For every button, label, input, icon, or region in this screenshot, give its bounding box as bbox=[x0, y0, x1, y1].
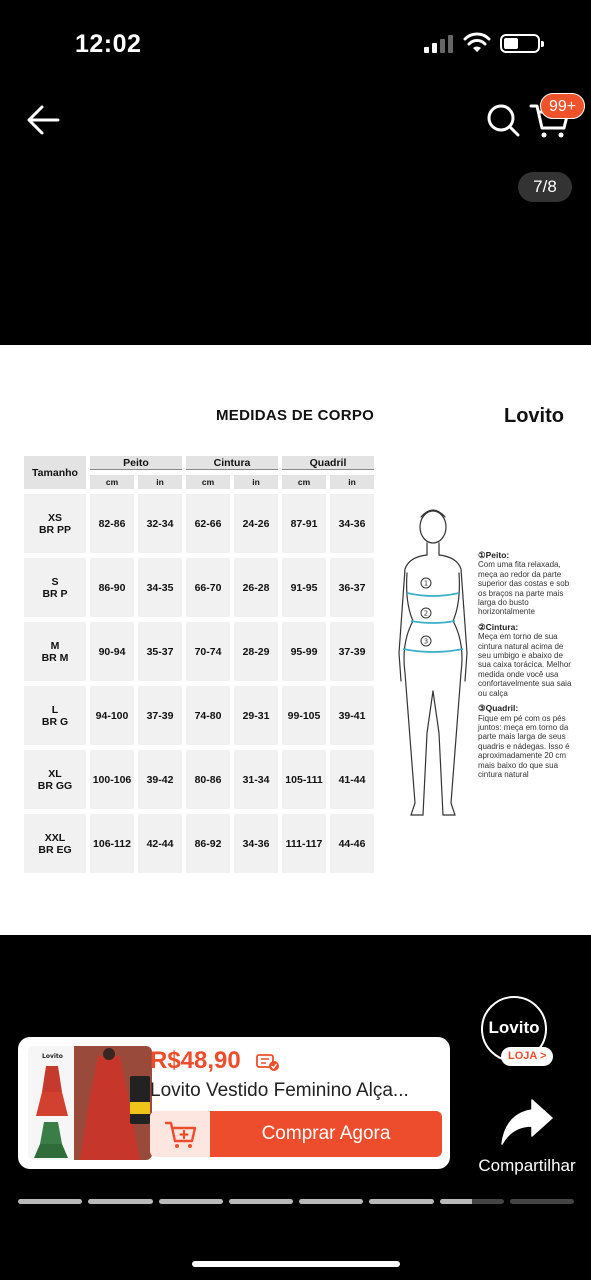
share-arrow-icon bbox=[500, 1098, 554, 1146]
table-row bbox=[24, 750, 374, 809]
table-cell: 99-105 bbox=[282, 686, 326, 745]
table-cell: 86-92 bbox=[186, 814, 230, 873]
add-to-cart-button[interactable] bbox=[150, 1111, 210, 1157]
table-cell: 44-46 bbox=[330, 814, 374, 873]
table-cell: 87-91 bbox=[282, 494, 326, 553]
table-cell: 82-86 bbox=[90, 494, 134, 553]
table-row bbox=[24, 814, 374, 873]
size-cell: S BR P bbox=[24, 558, 86, 617]
table-cell: 70-74 bbox=[186, 622, 230, 681]
progress-segment bbox=[159, 1199, 223, 1204]
battery-icon bbox=[500, 34, 540, 53]
table-cell: 111-117 bbox=[282, 814, 326, 873]
product-name[interactable]: Lovito Vestido Feminino Alça... bbox=[150, 1080, 409, 1101]
unit-header: in bbox=[330, 475, 374, 489]
group-header-waist: Cintura bbox=[186, 456, 278, 470]
table-cell: 42-44 bbox=[138, 814, 182, 873]
product-card[interactable] bbox=[18, 1037, 450, 1169]
marker-waist: 2 bbox=[423, 609, 429, 618]
table-cell: 28-29 bbox=[234, 622, 278, 681]
table-cell: 39-41 bbox=[330, 686, 374, 745]
table-cell: 29-31 bbox=[234, 686, 278, 745]
unit-header: cm bbox=[186, 475, 230, 489]
progress-segment bbox=[299, 1199, 363, 1204]
table-cell: 66-70 bbox=[186, 558, 230, 617]
gallery-progress bbox=[18, 1199, 574, 1205]
back-arrow-icon[interactable] bbox=[22, 100, 66, 140]
table-row bbox=[24, 494, 374, 553]
buy-now-button[interactable]: Comprar Agora bbox=[210, 1111, 442, 1157]
size-cell: M BR M bbox=[24, 622, 86, 681]
size-cell: L BR G bbox=[24, 686, 86, 745]
note-text-chest: Com uma fita relaxada, meça ao redor da parte superior das costas e sob os braços na parte mais larga do busto horizontalmente bbox=[478, 560, 570, 617]
unit-header: cm bbox=[90, 475, 134, 489]
table-cell: 31-34 bbox=[234, 750, 278, 809]
store-badge[interactable]: LOJA > bbox=[501, 1047, 553, 1066]
note-title-waist: ②Cintura: bbox=[478, 621, 519, 632]
progress-segment bbox=[440, 1199, 504, 1204]
search-icon[interactable] bbox=[483, 100, 523, 140]
size-cell: XS BR PP bbox=[24, 494, 86, 553]
size-cell: XXL BR EG bbox=[24, 814, 86, 873]
table-row bbox=[24, 686, 374, 745]
unit-header: in bbox=[234, 475, 278, 489]
table-row bbox=[24, 622, 374, 681]
share-label: Compartilhar bbox=[478, 1156, 576, 1175]
thumb-brand: Lovito bbox=[42, 1053, 63, 1060]
size-chart-title: MEDIDAS DE CORPO bbox=[216, 407, 375, 424]
table-cell: 24-26 bbox=[234, 494, 278, 553]
table-cell: 34-36 bbox=[234, 814, 278, 873]
table-cell: 95-99 bbox=[282, 622, 326, 681]
marker-chest: 1 bbox=[423, 579, 429, 588]
progress-segment bbox=[18, 1199, 82, 1204]
table-cell: 35-37 bbox=[138, 622, 182, 681]
table-cell: 34-36 bbox=[330, 494, 374, 553]
table-row bbox=[24, 558, 374, 617]
table-cell: 26-28 bbox=[234, 558, 278, 617]
wifi-icon bbox=[463, 32, 491, 54]
table-cell: 37-39 bbox=[330, 622, 374, 681]
table-cell: 80-86 bbox=[186, 750, 230, 809]
size-chart-image bbox=[0, 345, 591, 935]
table-cell: 37-39 bbox=[138, 686, 182, 745]
size-header: Tamanho bbox=[24, 456, 86, 489]
cart-count-badge: 99+ bbox=[540, 93, 585, 119]
product-price: R$48,90 bbox=[150, 1047, 241, 1074]
size-cell: XL BR GG bbox=[24, 750, 86, 809]
table-cell: 41-44 bbox=[330, 750, 374, 809]
group-header-chest: Peito bbox=[90, 456, 182, 470]
table-cell: 74-80 bbox=[186, 686, 230, 745]
note-text-hip: Fique em pé com os pés juntos: meça em torno da parte mais larga de seus quadris e nádegas. Isso é aproximadamente 20 cm mais baixo do que sua cintura natural bbox=[478, 713, 570, 779]
note-title-hip: ③Quadril: bbox=[478, 703, 519, 714]
progress-segment bbox=[229, 1199, 293, 1204]
add-cart-icon bbox=[150, 1111, 210, 1157]
table-cell: 94-100 bbox=[90, 686, 134, 745]
table-cell: 34-35 bbox=[138, 558, 182, 617]
size-table bbox=[20, 451, 378, 878]
progress-segment bbox=[369, 1199, 433, 1204]
store-logo-text: Lovito bbox=[488, 1018, 540, 1037]
status-time: 12:02 bbox=[75, 30, 142, 58]
image-page-counter: 7/8 bbox=[518, 172, 572, 202]
table-cell: 86-90 bbox=[90, 558, 134, 617]
size-chart-brand: Lovito bbox=[504, 405, 564, 427]
group-header-hip: Quadril bbox=[282, 456, 374, 470]
table-cell: 39-42 bbox=[138, 750, 182, 809]
product-thumbnail[interactable] bbox=[28, 1046, 152, 1160]
table-cell: 106-112 bbox=[90, 814, 134, 873]
coupon-icon bbox=[256, 1052, 280, 1072]
table-cell: 90-94 bbox=[90, 622, 134, 681]
unit-header: in bbox=[138, 475, 182, 489]
measurement-notes bbox=[478, 545, 574, 779]
share-button[interactable] bbox=[468, 1098, 588, 1178]
cellular-signal-icon bbox=[424, 35, 454, 53]
table-cell: 36-37 bbox=[330, 558, 374, 617]
table-cell: 91-95 bbox=[282, 558, 326, 617]
progress-segment bbox=[88, 1199, 152, 1204]
table-cell: 105-111 bbox=[282, 750, 326, 809]
dress-thumbnail-icon bbox=[28, 1046, 152, 1160]
home-indicator[interactable] bbox=[192, 1261, 400, 1267]
progress-segment bbox=[510, 1199, 574, 1204]
table-cell: 62-66 bbox=[186, 494, 230, 553]
status-bar bbox=[0, 0, 591, 90]
table-cell: 32-34 bbox=[138, 494, 182, 553]
body-measurement-figure bbox=[393, 503, 473, 821]
note-title-chest: ①Peito: bbox=[478, 550, 510, 560]
table-cell: 100-106 bbox=[90, 750, 134, 809]
marker-hip: 3 bbox=[423, 637, 429, 646]
note-text-waist: Meça em torno de sua cintura natural acima de seu umbigo e abaixo de sua caixa torácica. Melhor medida onde você usa confortavelmente sua saia ou calça bbox=[478, 632, 572, 698]
unit-header: cm bbox=[282, 475, 326, 489]
